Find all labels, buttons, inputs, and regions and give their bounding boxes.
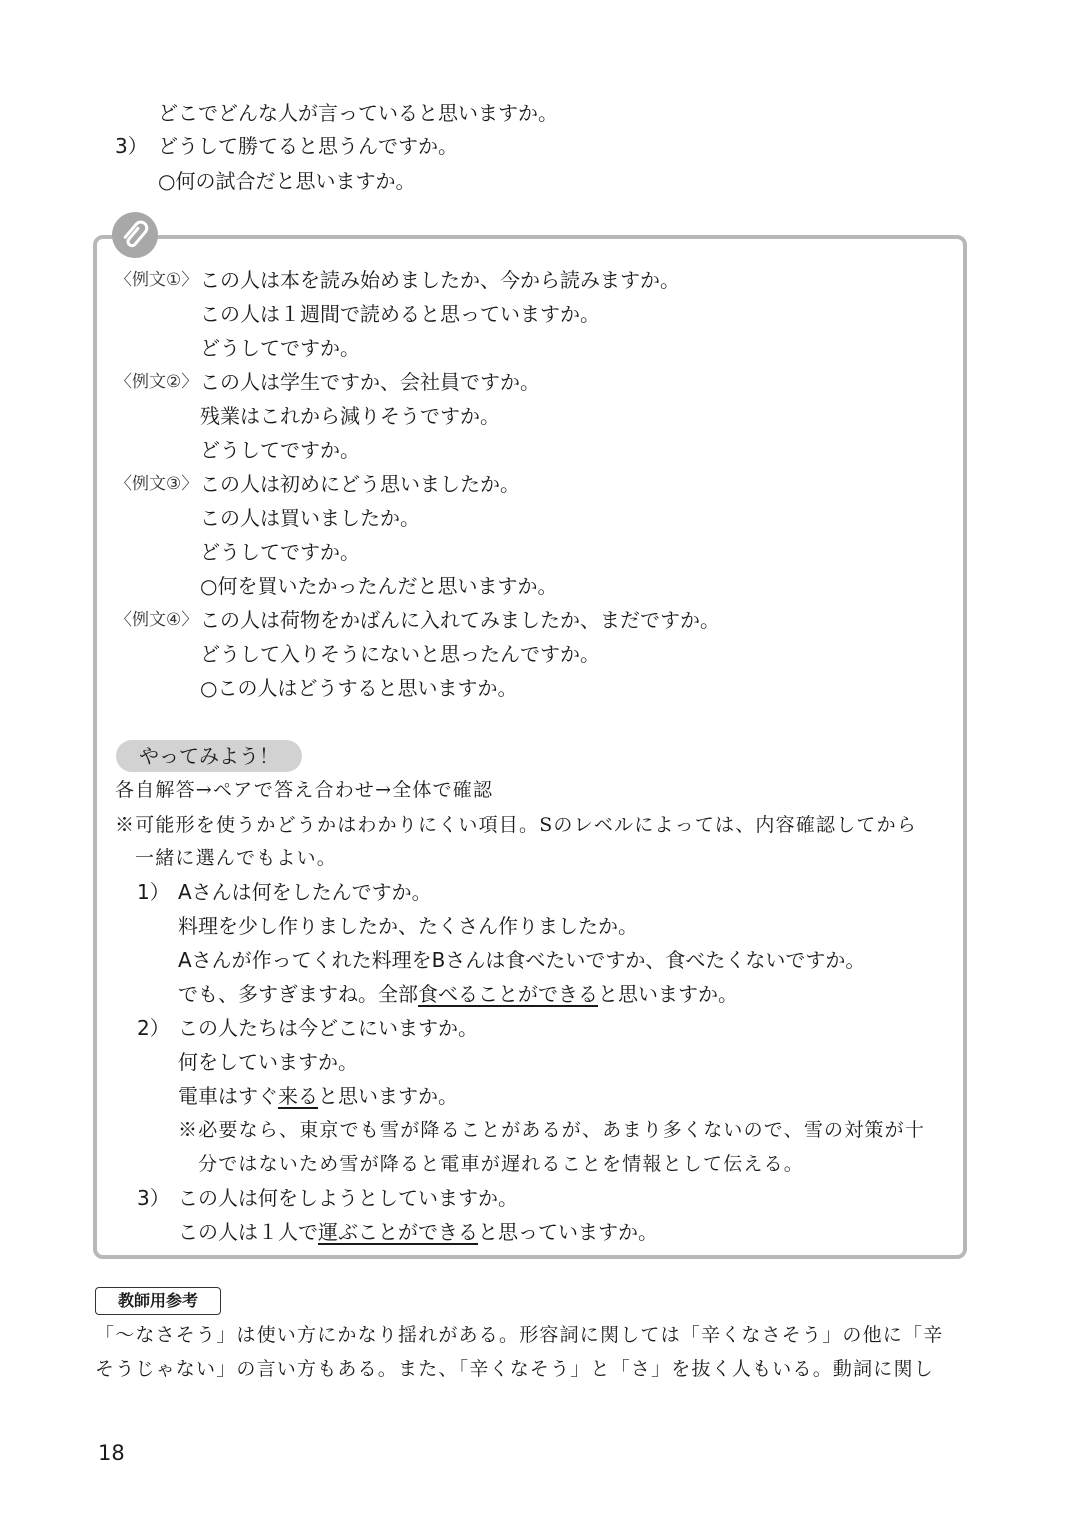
try-it-badge: やってみよう！ xyxy=(116,740,302,772)
example-4-line: ○この人はどうすると思いますか。 xyxy=(200,676,518,700)
try-q1-line: 料理を少し作りましたか、たくさん作りましたか。 xyxy=(178,914,638,938)
try-q2-line: この人たちは今どこにいますか。 xyxy=(178,1016,478,1040)
try-instructions: 各自解答→ペアで答え合わせ→全体で確認 xyxy=(115,779,494,801)
try-q1-line: Aさんが作ってくれた料理をBさんは食べたいですか、食べたくないですか。 xyxy=(178,948,866,972)
intro-line: どこでどんな人が言っていると思いますか。 xyxy=(158,101,558,125)
try-note: ※可能形を使うかどうかはわかりにくい項目。Sのレベルによっては、内容確認してから xyxy=(115,814,918,836)
teacher-text: そうじゃない」の言い方もある。また、「辛くなそう」と「さ」を抜く人もいる。動詞に関し xyxy=(95,1358,934,1380)
text-segment: でも、多すぎますね。全部 xyxy=(178,982,418,1006)
underlined-phrase: 食べることができる xyxy=(418,982,598,1006)
paperclip-icon xyxy=(112,212,158,258)
example-1-line: この人は１週間で読めると思っていますか。 xyxy=(200,302,600,326)
example-2-label: 〈例文②〉 xyxy=(115,372,199,392)
underlined-phrase: 来る xyxy=(278,1084,318,1108)
example-1-line: この人は本を読み始めましたか、今から読みますか。 xyxy=(200,268,680,292)
try-q1-line: Aさんは何をしたんですか。 xyxy=(178,880,432,904)
example-3-line: この人は初めにどう思いましたか。 xyxy=(200,472,520,496)
example-2-line: どうしてですか。 xyxy=(200,438,360,462)
teacher-reference-badge: 教師用参考 xyxy=(95,1287,221,1315)
example-4-line: この人は荷物をかばんに入れてみましたか、まだですか。 xyxy=(200,608,720,632)
try-note: 一緒に選んでもよい。 xyxy=(135,847,338,869)
example-4-line: どうして入りそうにないと思ったんですか。 xyxy=(200,642,600,666)
try-q3-number: 3） xyxy=(137,1186,170,1210)
try-q3-line xyxy=(178,1219,658,1245)
example-1-line: どうしてですか。 xyxy=(200,336,360,360)
example-2-line: 残業はこれから減りそうですか。 xyxy=(200,404,500,428)
example-3-line: この人は買いましたか。 xyxy=(200,506,420,530)
question-3-number: 3） xyxy=(115,134,148,158)
try-q1-number: 1） xyxy=(137,880,170,904)
example-4-label: 〈例文④〉 xyxy=(115,610,199,630)
try-q2-note: 分ではないため雪が降ると電車が遅れることを情報として伝える。 xyxy=(198,1153,805,1175)
example-3-line: ○何を買いたかったんだと思いますか。 xyxy=(200,574,558,598)
teacher-text: 「〜なさそう」は使い方にかなり揺れがある。形容詞に関しては「辛くなさそう」の他に「辛 xyxy=(95,1324,944,1346)
example-1-label: 〈例文①〉 xyxy=(115,270,199,290)
text-segment: と思っていますか。 xyxy=(478,1220,658,1244)
text-segment: と思いますか。 xyxy=(318,1084,458,1108)
try-q1-line xyxy=(178,981,738,1007)
try-q2-note: ※必要なら、東京でも雪が降ることがあるが、あまり多くないので、雪の対策が十 xyxy=(178,1119,926,1141)
example-2-line: この人は学生ですか、会社員ですか。 xyxy=(200,370,540,394)
underlined-phrase: 運ぶことができる xyxy=(318,1220,478,1244)
try-q2-line: 何をしていますか。 xyxy=(178,1050,358,1074)
try-q3-line: この人は何をしようとしていますか。 xyxy=(178,1186,518,1210)
text-segment: この人は１人で xyxy=(178,1220,318,1244)
try-q2-number: 2） xyxy=(137,1016,170,1040)
text-segment: と思いますか。 xyxy=(598,982,738,1006)
question-3-text: どうして勝てると思うんですか。 xyxy=(158,134,458,158)
page-number: 18 xyxy=(98,1441,125,1465)
example-3-label: 〈例文③〉 xyxy=(115,474,199,494)
example-3-line: どうしてですか。 xyxy=(200,540,360,564)
try-q2-line xyxy=(178,1083,458,1109)
question-3-sub: ○何の試合だと思いますか。 xyxy=(158,169,416,193)
text-segment: 電車はすぐ xyxy=(178,1084,278,1108)
